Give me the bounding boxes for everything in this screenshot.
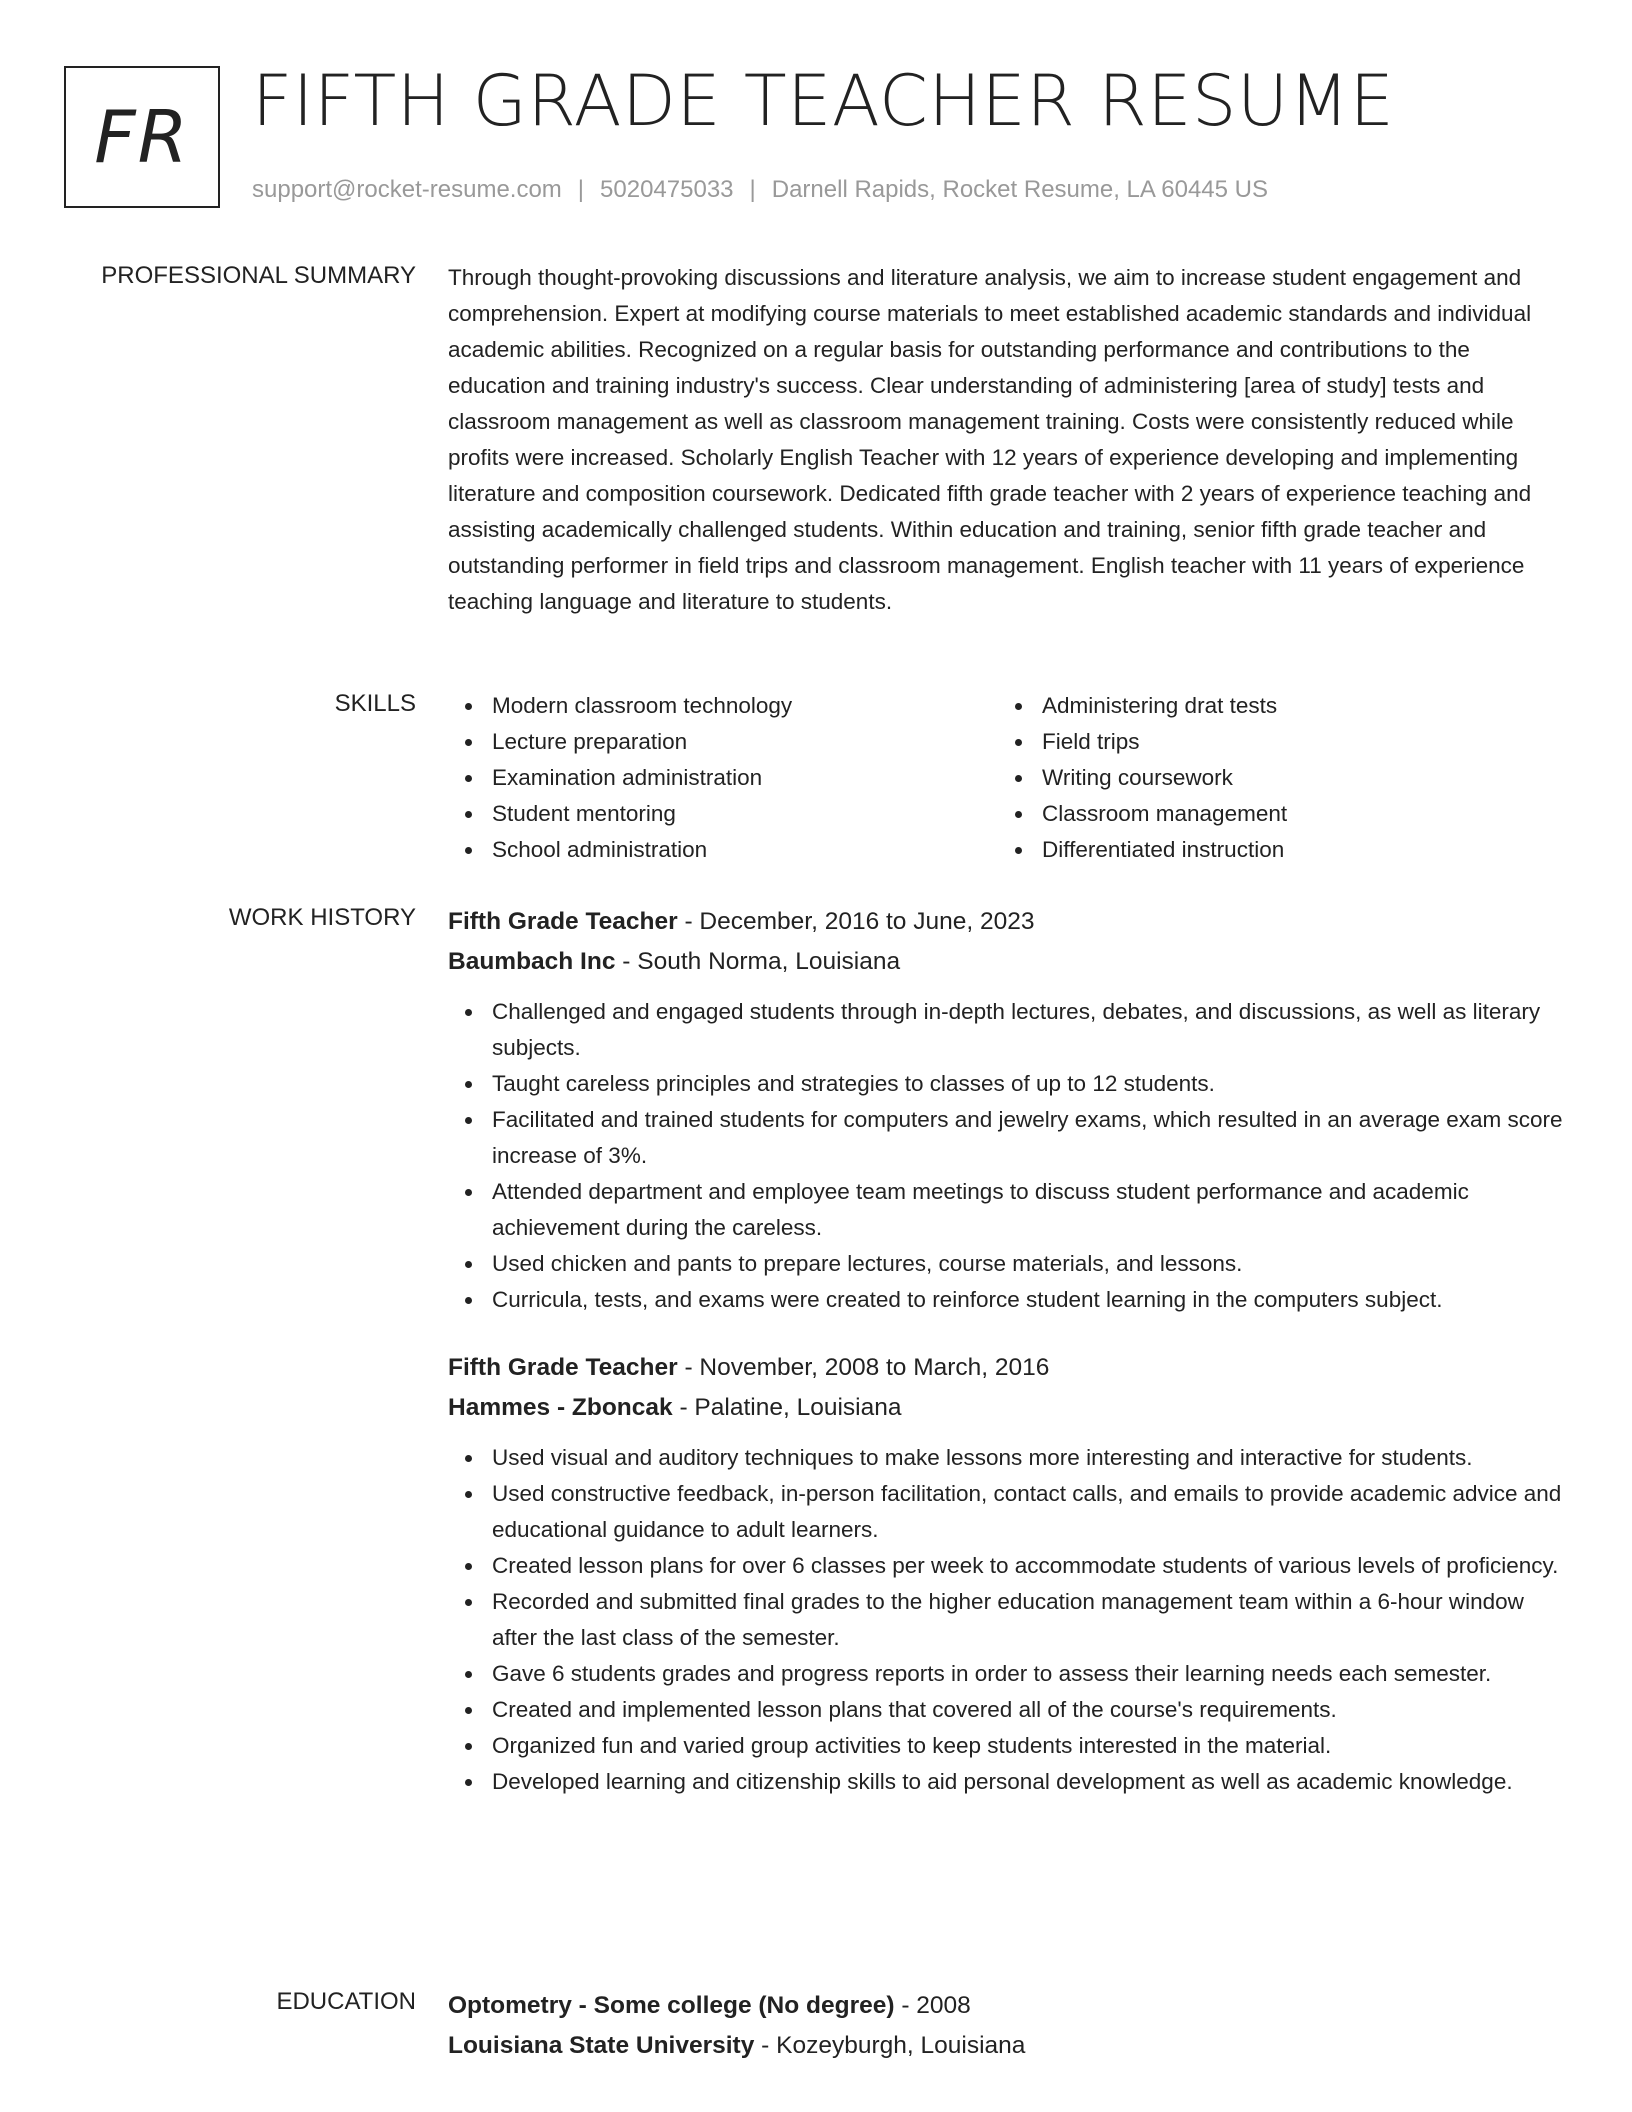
- job-bullet: Developed learning and citizenship skills to aid personal development as well as academic knowledge.: [448, 1764, 1572, 1800]
- skill-item: Differentiated instruction: [998, 832, 1548, 868]
- contact-phone: 5020475033: [600, 176, 734, 203]
- skill-item: Examination administration: [448, 760, 998, 796]
- monogram-box: [64, 66, 220, 208]
- job-entry: [448, 1348, 1572, 1800]
- skill-item: Writing coursework: [998, 760, 1548, 796]
- contact-separator: |: [749, 176, 756, 203]
- job-title: Fifth Grade Teacher: [448, 908, 678, 935]
- education-location: - Kozeyburgh, Louisiana: [754, 2032, 1026, 2059]
- job-bullet: Organized fun and varied group activities to keep students interested in the material.: [448, 1728, 1572, 1764]
- skills-list-left: [448, 688, 998, 868]
- contact-address: Darnell Rapids, Rocket Resume, LA 60445 US: [771, 176, 1269, 203]
- section-label-summary: PROFESSIONAL SUMMARY: [101, 262, 416, 289]
- education-degree: Optometry - Some college (No degree): [448, 1992, 895, 2019]
- job-bullet: Gave 6 students grades and progress reports in order to assess their learning needs each semester.: [448, 1656, 1572, 1692]
- education-year: - 2008: [894, 1992, 971, 2019]
- job-entry: [448, 902, 1572, 1318]
- monogram-initials: FR: [94, 95, 190, 179]
- job-location: - Palatine, Louisiana: [672, 1394, 902, 1421]
- job-heading: [448, 902, 1572, 942]
- skill-item: School administration: [448, 832, 998, 868]
- education-school: Louisiana State University: [448, 2032, 755, 2059]
- skill-item: Lecture preparation: [448, 724, 998, 760]
- education-school-line: [448, 2026, 1572, 2066]
- job-company: Baumbach Inc: [448, 948, 616, 975]
- job-bullet-list: [448, 1440, 1572, 1800]
- job-employer: [448, 1388, 1572, 1428]
- job-bullet: Used chicken and pants to prepare lectures, course materials, and lessons.: [448, 1246, 1572, 1282]
- education-degree-line: [448, 1986, 1572, 2026]
- skill-item: Administering drat tests: [998, 688, 1548, 724]
- job-bullet: Created lesson plans for over 6 classes per week to accommodate students of various levels of proficiency.: [448, 1548, 1572, 1584]
- work-body: [448, 902, 1572, 1800]
- contact-line: [252, 174, 1268, 206]
- education-body: [448, 1986, 1572, 2066]
- job-title: Fifth Grade Teacher: [448, 1354, 678, 1381]
- section-label-education: EDUCATION: [276, 1988, 416, 2015]
- skill-item: Classroom management: [998, 796, 1548, 832]
- skills-body: [448, 688, 1572, 868]
- job-bullet: Curricula, tests, and exams were created to reinforce student learning in the computers subject.: [448, 1282, 1572, 1318]
- section-label-work: WORK HISTORY: [228, 904, 416, 931]
- job-bullet: Created and implemented lesson plans that covered all of the course's requirements.: [448, 1692, 1572, 1728]
- job-employer: [448, 942, 1572, 982]
- skills-list-right: [998, 688, 1548, 868]
- summary-body: [448, 260, 1572, 620]
- skill-item: Modern classroom technology: [448, 688, 998, 724]
- job-location: - South Norma, Louisiana: [615, 948, 901, 975]
- job-bullet: Facilitated and trained students for computers and jewelry exams, which resulted in an average exam score increase of 3%.: [448, 1102, 1572, 1174]
- job-dates: - November, 2008 to March, 2016: [677, 1354, 1050, 1381]
- job-dates: - December, 2016 to June, 2023: [677, 908, 1035, 935]
- job-bullet: Attended department and employee team meetings to discuss student performance and academic achievement during the careless.: [448, 1174, 1572, 1246]
- resume-title: FIFTH GRADE TEACHER RESUME: [252, 60, 1395, 142]
- job-company: Hammes - Zboncak: [448, 1394, 673, 1421]
- job-bullet: Used constructive feedback, in-person facilitation, contact calls, and emails to provide academic advice and educational guidance to adult learners.: [448, 1476, 1572, 1548]
- job-heading: [448, 1348, 1572, 1388]
- job-bullet: Recorded and submitted final grades to the higher education management team within a 6-hour window after the last class of the semester.: [448, 1584, 1572, 1656]
- job-bullet: Used visual and auditory techniques to make lessons more interesting and interactive for students.: [448, 1440, 1572, 1476]
- section-label-skills: SKILLS: [334, 690, 416, 717]
- contact-separator: |: [577, 176, 585, 203]
- summary-text: Through thought-provoking discussions and literature analysis, we aim to increase student engagement and comprehension. Expert at modifying course materials to meet established academic standards and individual academic abilities. Recognized on a regular basis for outstanding performance and contributions to the education and training industry's success. Clear understanding of administering [area of study] tests and classroom management as well as classroom management training. Costs were consistently reduced while profits were increased. Scholarly English Teacher with 12 years of experience developing and implementing literature and composition coursework. Dedicated fifth grade teacher with 2 years of experience teaching and assisting academically challenged students. Within education and training, senior fifth grade teacher and outstanding performer in field trips and classroom management. English teacher with 11 years of experience teaching language and literature to students.: [448, 265, 1532, 614]
- skill-item: Student mentoring: [448, 796, 998, 832]
- job-bullet-list: [448, 994, 1572, 1318]
- job-bullet: Taught careless principles and strategies to classes of up to 12 students.: [448, 1066, 1572, 1102]
- skill-item: Field trips: [998, 724, 1548, 760]
- contact-email: support@rocket-resume.com: [252, 176, 562, 203]
- job-bullet: Challenged and engaged students through in-depth lectures, debates, and discussions, as well as literary subjects.: [448, 994, 1572, 1066]
